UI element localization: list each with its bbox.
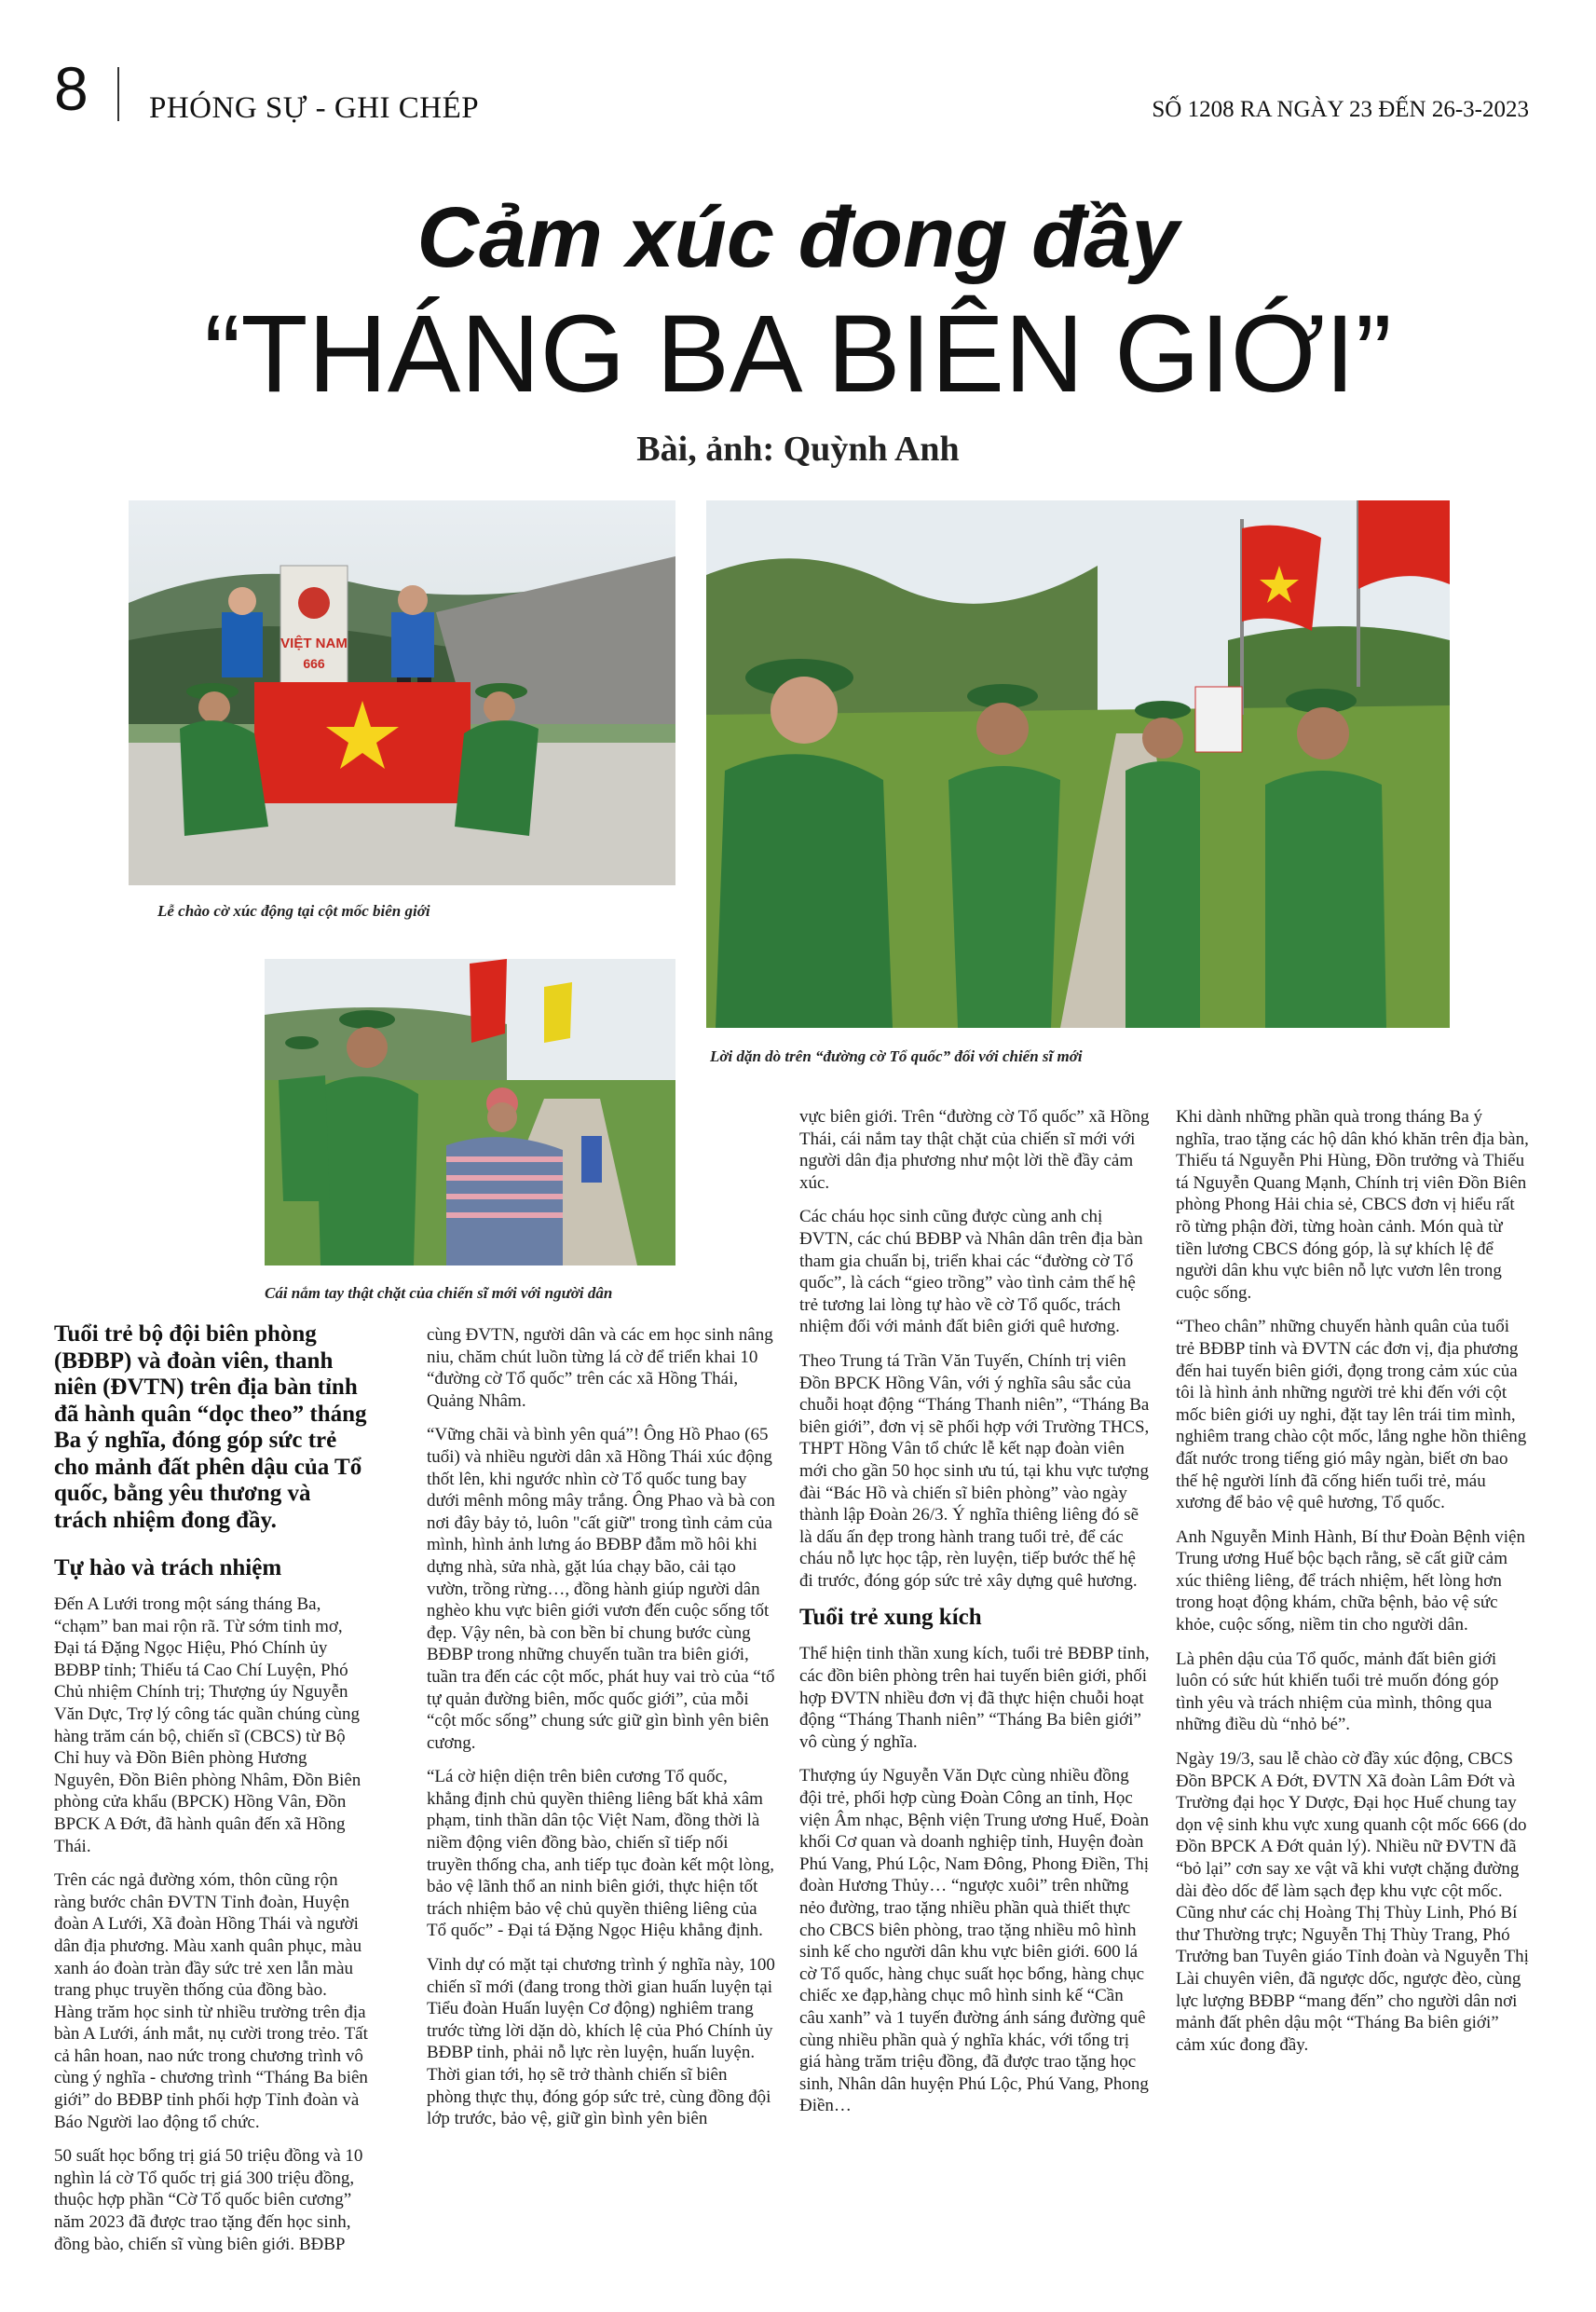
byline: Bài, ảnh: Quỳnh Anh — [636, 430, 960, 469]
paragraph: Theo Trung tá Trần Văn Tuyến, Chính trị viên Đồn BPCK Hồng Vân, với ý nghĩa sâu sắc của chuỗi hoạt động “Tháng Thanh niên”, “Tháng Ba biên giới”, đơn vị sẽ phối hợp với Trường THCS, THPT Hồng Vân tổ chức lễ kết nạp đoàn viên mới cho gần 50 học sinh ưu tú, tại khu vực tượng đài “Bác Hồ và chiến sĩ biên phòng” vào ngày thành lập Đoàn 26/3. Ý nghĩa thiêng liêng đó sẽ là dấu ấn đẹp trong hành trang tuổi trẻ, để các cháu nỗ lực học tập, rèn luyện, tiếp bước thế hệ đi trước, đóng góp sức trẻ xây dựng quê hương. — [799, 1350, 1150, 1591]
photo-caption-2: Lời dặn dò trên “đường cờ Tổ quốc” đối với chiến sĩ mới — [710, 1047, 1083, 1065]
paragraph: vực biên giới. Trên “đường cờ Tổ quốc” xã Hồng Thái, cái nắm tay thật chặt của chiến sĩ mới với người dân địa phương như một lời thề đầy cảm xúc. — [799, 1107, 1150, 1193]
photo-caption-3: Cái nắm tay thật chặt của chiến sĩ mới với người dân — [265, 1284, 613, 1302]
article-column-2 — [427, 1324, 775, 2142]
paragraph: cùng ĐVTN, người dân và các em học sinh nâng niu, chăm chút luồn từng lá cờ để triển khai 10 “đường cờ Tổ quốc” trên các xã Hồng Thái, Quảng Nhâm. — [427, 1325, 773, 1411]
paragraph: Trên các ngả đường xóm, thôn cũng rộn ràng bước chân ĐVTN Tỉnh đoàn, Huyện đoàn A Lưới, Xã đoàn Hồng Thái và người dân địa phương. Màu xanh quân phục, màu xanh áo đoàn tràn đầy sức trẻ xen lẫn màu trang phục truyền thống của đồng bào. Hàng trăm học sinh từ nhiều trường trên địa bàn A Lưới, ánh mắt, nụ cười trong trẻo. Tất cả hân hoan, nao nức trong chương trình vô cùng ý nghĩa - chương trình “Tháng Ba biên giới” do BĐBP tỉnh phối hợp Tỉnh đoàn và Báo Người lao động tổ chức. — [54, 1870, 368, 2132]
page-number: 8 — [54, 54, 89, 123]
article-title-line1: Cảm xúc đong đầy — [416, 190, 1180, 285]
photo-flag-ceremony — [129, 500, 675, 885]
subheading-pride: Tự hào và trách nhiệm — [54, 1555, 282, 1580]
paragraph: Anh Nguyễn Minh Hành, Bí thư Đoàn Bệnh viện Trung ương Huế bộc bạch rằng, sẽ cất giữ cảm xúc thiêng liêng, để trách nhiệm, hết lòng hơn trong hoạt động khám, chữa bệnh, bảo vệ sức khỏe, cuộc sống, niềm tin cho người dân. — [1176, 1526, 1525, 1635]
article-column-3 — [799, 1106, 1152, 2129]
paragraph: Vinh dự có mặt tại chương trình ý nghĩa này, 100 chiến sĩ mới (đang trong thời gian huấn luyện tại Tiểu đoàn Huấn luyện Cơ động) nghiêm trang trước từng lời dặn dò, khích lệ của Phó Chính ủy BĐBP tỉnh, phải nỗ lực rèn luyện, huấn luyện. Thời gian tới, họ sẽ trở thành chiến sĩ biên phòng thực thụ, đóng góp sức trẻ, cùng đồng đội lớp trước, bảo vệ, giữ gìn bình yên biên — [427, 1955, 775, 2129]
paragraph: Thượng úy Nguyễn Văn Dực cùng nhiều đồng đội trẻ, phối hợp cùng Đoàn Công an tỉnh, Học viện Âm nhạc, Bệnh viện Trung ương Huế, Đoàn khối Cơ quan và doanh nghiệp tỉnh, Huyện đoàn Phú Vang, Phú Lộc, Nam Đông, Phong Điền, Thị đoàn Hương Thủy… “ngược xuôi” trên những nẻo đường, trao tặng nhiều phần quà thiết thực cho CBCS biên phòng, trao tặng nhiều mô hình sinh kế cho người dân khu vực biên giới. 600 lá cờ Tổ quốc, hàng chục suất học bổng, hàng chục chiếc xe đạp,hàng chục mô hình sinh kế “Cần câu xanh” và 1 tuyến đường ánh sáng đường quê cùng nhiều phần quà ý nghĩa khác, với tổng trị giá hàng trăm triệu đồng, đã được trao tặng học sinh, Nhân dân huyện Phú Lộc, Phú Vang, Phong Điền… — [799, 1766, 1150, 2116]
paragraph: “Lá cờ hiện diện trên biên cương Tổ quốc, khẳng định chủ quyền thiêng liêng bất khả xâm phạm, tinh thần dân tộc Việt Nam, đồng thời là niềm động viên đồng bào, chiến sĩ tiếp nối truyền thống cha, anh tiếp tục đoàn kết một lòng, bảo vệ lãnh thổ an ninh biên giới, thực hiện tốt trách nhiệm bảo vệ chủ quyền thiêng liêng của Tổ quốc” - Đại tá Đặng Ngọc Hiệu khẳng định. — [427, 1767, 775, 1941]
issue-info: SỐ 1208 RA NGÀY 23 ĐẾN 26-3-2023 — [1152, 97, 1529, 122]
photo-handshake-soldiers — [706, 500, 1450, 1028]
photo-caption-1: Lễ chào cờ xúc động tại cột mốc biên giới — [157, 902, 430, 920]
paragraph: Thể hiện tinh thần xung kích, tuổi trẻ BĐBP tỉnh, các đồn biên phòng trên hai tuyến biên giới, phối hợp ĐVTN nhiều đơn vị đã thực hiện chuỗi hoạt động “Tháng Thanh niên” “Tháng Ba biên giới” vô cùng ý nghĩa. — [799, 1644, 1150, 1752]
paragraph: Đến A Lưới trong một sáng tháng Ba, “chạm” ban mai rộn rã. Từ sớm tinh mơ, Đại tá Đặng Ngọc Hiệu, Phó Chính ủy BĐBP tỉnh; Thiếu tá Cao Chí Luyện, Phó Chủ nhiệm Chính trị; Thượng úy Nguyễn Văn Dực, Trợ lý công tác quần chúng cùng hàng trăm cán bộ, chiến sĩ (CBCS) từ Bộ Chỉ huy và Đồn Biên phòng Hương Nguyên, Đồn Biên phòng Nhâm, Đồn Biên phòng cửa khẩu (BPCK) Hồng Vân, Đồn BPCK A Đớt, đã hành quân đến xã Hồng Thái. — [54, 1594, 361, 1856]
photo-soldier-villager — [265, 959, 675, 1265]
paragraph: Khi dành những phần quà trong tháng Ba ý nghĩa, trao tặng các hộ dân khó khăn trên địa bàn, Thiếu tá Nguyễn Phi Hùng, Đồn trưởng và Thiếu tá Nguyễn Quang Mạnh, Chính trị viên Đồn Biên phòng Phong Hải chia sẻ, CBCS đơn vị hiểu rất rõ từng phận đời, từng hoàn cảnh. Món quà từ tiền lương CBCS đóng góp, là sự khích lệ để người dân khu vực biên nỗ lực vươn lên trong cuộc sống. — [1176, 1107, 1529, 1303]
paragraph: “Vững chãi và bình yên quá”! Ông Hồ Phao (65 tuổi) và nhiều người dân xã Hồng Thái xúc động thốt lên, khi ngước nhìn cờ Tổ quốc tung bay dưới mênh mông mây trắng. Ông Phao và bà con nơi đây bảy tỏ, luôn "cất giữ" trong tình cảm của mình, hình ảnh lưng áo BĐBP đẫm mồ hôi khi dựng nhà, sửa nhà, gặt lúa chạy bão, cải tạo vườn, trồng rừng…, đồng hành giúp người dân nghèo khu vực biên giới vươn đến cuộc sống tốt đẹp. Vậy nên, bà con bền bỉ chung bước cùng BĐBP trong những chuyến tuần tra biên giới, tuần tra đến các cột mốc, phát huy vai trò của “tổ tự quản đường biên, mốc quốc giới”, của mỗi “cột mốc sống” chung sức giữ gìn bình yên biên cương. — [427, 1425, 775, 1753]
paragraph: Là phên dậu của Tổ quốc, mảnh đất biên giới luôn có sức hút khiến tuổi trẻ muốn đóng góp tình yêu và trách nhiệm của mình, thông qua những điều dù “nhỏ bé”. — [1176, 1648, 1499, 1735]
lead-paragraph: Tuổi trẻ bộ đội biên phòng (BĐBP) và đoàn viên, thanh niên (ĐVTN) trên địa bàn tỉnh đã hành quân “dọc theo” tháng Ba ý nghĩa, đóng góp sức trẻ cho mảnh đất phên dậu của Tổ quốc, bằng yêu thương và trách nhiệm đong đầy. — [54, 1321, 367, 1533]
section-label: PHÓNG SỰ - GHI CHÉP — [149, 91, 480, 125]
marker-text-country: VIỆT NAM — [280, 636, 348, 651]
paragraph: 50 suất học bổng trị giá 50 triệu đồng và 10 nghìn lá cờ Tổ quốc trị giá 300 triệu đồng, thuộc hợp phần “Cờ Tổ quốc biên cương” năm 2023 đã được trao tặng đến học sinh, đồng bào, chiến sĩ vùng biên giới. BĐBP — [54, 2146, 363, 2254]
subheading-youth: Tuổi trẻ xung kích — [799, 1605, 982, 1631]
article-title-line2: “THÁNG BA BIÊN GIỚI” — [204, 293, 1392, 416]
paragraph: Các cháu học sinh cũng được cùng anh chị ĐVTN, các chú BĐBP và Nhân dân trên địa bàn tham gia chuẩn bị, triển khai các “đường cờ Tổ quốc”, là cách “gieo trồng” vào tình cảm thế hệ trẻ tương lai lòng tự hào về cờ Tổ quốc, trách nhiệm đối với mảnh đất biên giới quê hương. — [799, 1207, 1143, 1337]
article-column-4 — [1176, 1106, 1530, 2068]
paragraph: “Theo chân” những chuyến hành quân của tuổi trẻ BĐBP tỉnh và ĐVTN các đơn vị, địa phương đến hai tuyến biên giới, đọng trong cảm xúc của tôi là hình ảnh những người trẻ khi đến với cột mốc biên giới uy nghi, đặt tay lên trái tim mình, nghiêm trang chào cột mốc, lắng nghe hồn thiêng đất nước trong tiếng gió mây ngàn, biết ơn bao thế hệ người lính đã cống hiến tuổi trẻ, máu xương để bảo vệ quê hương, Tổ quốc. — [1176, 1317, 1527, 1513]
paragraph: Ngày 19/3, sau lễ chào cờ đầy xúc động, CBCS Đồn BPCK A Đớt, ĐVTN Xã đoàn Lâm Đớt và Trường đại học Y Dược, Đại học Huế chung tay dọn vệ sinh khu vực xung quanh cột mốc 666 (do Đồn BPCK A Đớt quản lý). Nhiều nữ ĐVTN đã “bỏ lại” cơn say xe vật vã khi vượt chặng đường dài đèo dốc để làm sạch đẹp khu vực cột mốc. Cũng như các chị Hoàng Thị Thùy Linh, Phó Bí thư Thường trực; Nguyễn Thị Thùy Trang, Phó Trưởng ban Tuyên giáo Tỉnh đoàn và Nguyễn Thị Lài chuyên viên, đã ngược dốc, ngược đèo, cùng lực lượng BĐBP “mang đến” cho người dân nơi mảnh đất phên dậu một “Tháng Ba biên giới” cảm xúc đong đầy. — [1176, 1749, 1529, 2055]
article-column-1 — [54, 1321, 369, 2267]
header-divider — [117, 67, 119, 121]
marker-text-number: 666 — [303, 656, 325, 671]
